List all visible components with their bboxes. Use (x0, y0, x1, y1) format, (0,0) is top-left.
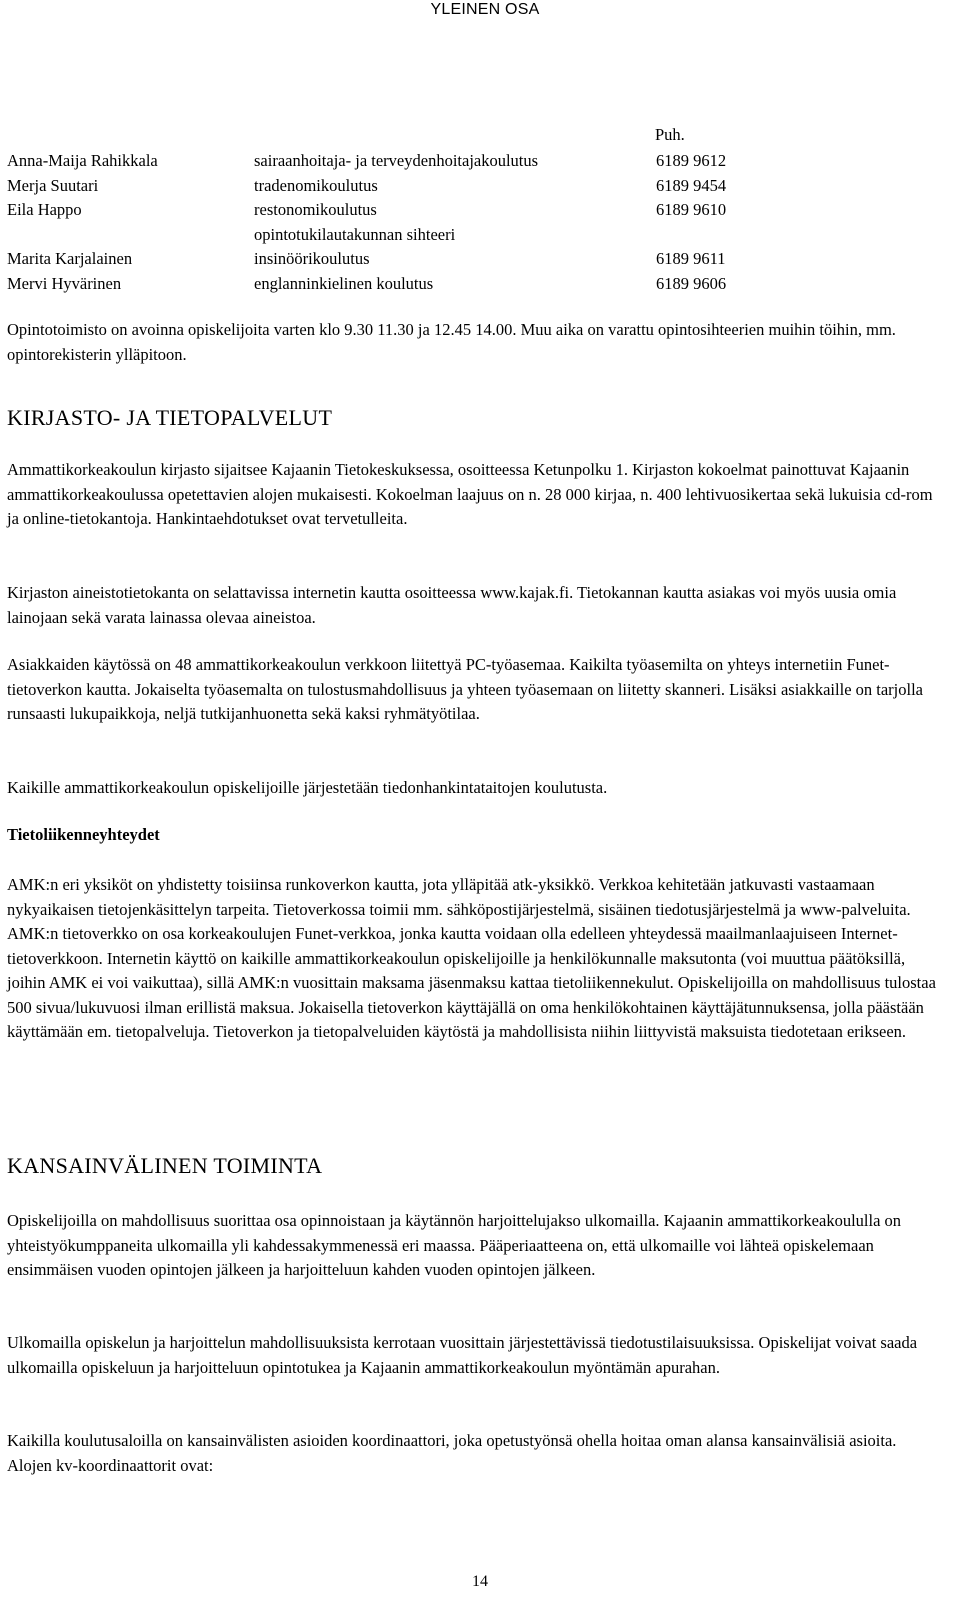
library-paragraph-3 (7, 653, 942, 727)
contact-phone: 6189 9610 (656, 200, 727, 219)
page-number: 14 (472, 1573, 488, 1590)
phone-column-header: Puh. (655, 125, 685, 144)
contact-name: Merja Suutari (7, 175, 99, 195)
paragraph-text: Ammattikorkeakoulun kirjasto sijaitsee Kajaanin Tietokeskuksessa, osoitteessa Ketunpolku 1. Kirjaston kokoelmat painottuvat Kajaanin ammattikorkeakoulussa opetettavien alojen mukaisesti. Kokoelman laajuus on n. 28 000 kirjaa, n. 400 lehtivuosikertaa sekä lukuisia cd-rom ja online-tietokantoja. Hankintaehdotukset ovat tervetulleita. (7, 460, 933, 528)
contact-department: sairaanhoitaja- ja terveydenhoitajakoulutus (254, 151, 539, 170)
paragraph-text: Kaikille ammattikorkeakoulun opiskelijoille järjestetään tiedonhankintataitojen koulutusta. (7, 778, 608, 797)
international-paragraph-3 (7, 1429, 942, 1478)
contact-name: Marita Karjalainen (7, 249, 133, 268)
contact-row (7, 247, 767, 272)
contact-department: tradenomikoulutus (254, 175, 378, 195)
library-paragraph-2 (7, 581, 942, 630)
office-hours-paragraph: Opintotoimisto on avoinna opiskelijoita varten klo 9.30 11.30 ja 12.45 14.00. Muu aika on varattu opintosihteerien muihin töihin, mm. opintorekisterin ylläpitoon. (7, 320, 896, 364)
contact-phone: 6189 9606 (656, 273, 727, 293)
library-heading: KIRJASTO- JA TIETOPALVELUT (7, 405, 333, 430)
paragraph-text: Kaikilla koulutusaloilla on kansainvälisten asioiden koordinaattori, joka opetustyönsä ohella hoitaa oman alansa kansainvälisiä asioita. Alojen kv-koordinaattorit ovat: (7, 1431, 897, 1475)
contact-phone: 6189 9612 (656, 151, 727, 170)
contact-table (7, 149, 767, 296)
contact-name: Anna-Maija Rahikkala (7, 151, 158, 170)
network-heading: Tietoliikenneyhteydet (7, 825, 160, 844)
page-header: YLEINEN OSA (430, 1, 540, 18)
contact-department: insinöörikoulutus (254, 249, 370, 268)
contact-department: restonomikoulutus (254, 200, 377, 219)
paragraph-text: Ulkomailla opiskelun ja harjoittelun mahdollisuuksista kerrotaan vuosittain järjestettävissä tiedotustilaisuuksissa. Opiskelijat voivat saada ulkomailla opiskeluun ja harjoitteluun opintotukea ja Kajaanin ammattikorkeakoulun myöntämän apurahan. (7, 1333, 918, 1377)
paragraph-text: AMK:n eri yksiköt on yhdistetty toisiinsa runkoverkon kautta, jota ylläpitää atk-yksikkö. Verkkoa kehitetään jatkuvasti vastaamaan nykyaikaisen tietojenkäsittelyn tarpeita. Tietoverkossa toimii mm. sähköpostijärjestelmä, sisäinen tiedotusjärjestelmä ja www-palveluita. AMK:n tietoverkko on osa korkeakoulujen Funet-verkkoa, jonka kautta voidaan olla edelleen yhteydessä maailmanlaajuiseen Internet-tietoverkkoon. Internetin käyttö on kaikille ammattikorkeakoulun opiskelijoille ja henkilökunnalle maksutonta (voi muuttua päätöksillä, joihin AMK ei voi vaikuttaa), sillä AMK:n vuosittain maksama jäsenmaksu kattaa tietoliikennekulut. Opiskelijoilla on mahdollisuus tulostaa 500 sivua/lukuvuosi ilman erillistä maksua. Jokaisella tietoverkon käyttäjällä on oma henkilökohtainen käyttäjätunnuksensa, jolla päästään käyttämään em. tietopalveluja. Tietoverkon ja tietopalveluiden käytöstä ja mahdollisista niihin liittyvistä maksuista tiedotetaan erikseen. (7, 875, 936, 1041)
contact-name: Eila Happo (7, 200, 82, 219)
contact-phone: 6189 9611 (656, 249, 726, 268)
paragraph-text: Opiskelijoilla on mahdollisuus suorittaa osa opinnoistaan ja käytännön harjoittelujakso ulkomailla. Kajaanin ammattikorkeakoululla on yhteistyökumppaneita ulkomailla yli kahdessakymmenessä eri maassa. Pääperiaatteena on, että ulkomaille voi lähteä opiskelemaan ensimmäisen vuoden opintojen jälkeen ja harjoitteluun kahden vuoden opintojen jälkeen. (7, 1211, 902, 1279)
office-hours-text (7, 318, 942, 367)
international-paragraph-1 (7, 1209, 942, 1283)
contact-department: englanninkielinen koulutus (254, 273, 434, 293)
international-paragraph-2 (7, 1331, 942, 1380)
paragraph-text: Asiakkaiden käytössä on 48 ammattikorkeakoulun verkkoon liitettyä PC-työasemaa. Kaikilta työasemilta on yhteys internetiin Funet-tietoverkon kautta. Jokaiselta työasemalta on tulostusmahdollisuus ja yhteen työasemaan on liitetty skanneri. Lisäksi asiakkaille on tarjolla runsaasti lukupaikkoja, neljä tutkijanhuonetta sekä kaksi ryhmätyötilaa. (7, 655, 923, 723)
international-heading: KANSAINVÄLINEN TOIMINTA (7, 1153, 323, 1178)
network-paragraph (7, 873, 942, 1045)
contact-row (7, 149, 767, 174)
contact-row (7, 174, 767, 199)
contact-row (7, 272, 767, 297)
contact-phone: 6189 9454 (656, 175, 727, 195)
contact-row (7, 198, 767, 223)
contact-name: Mervi Hyvärinen (7, 273, 122, 293)
paragraph-text: Kirjaston aineistotietokanta on selattavissa internetin kautta osoitteessa www.kajak.fi. Tietokannan kautta asiakas voi myös uusia omia lainojaan sekä varata lainassa olevaa aineistoa. (7, 583, 897, 627)
contact-department: opintotukilautakunnan sihteeri (254, 224, 456, 244)
library-paragraph-4 (7, 776, 942, 801)
contact-row (7, 223, 767, 248)
library-paragraph-1 (7, 458, 942, 532)
